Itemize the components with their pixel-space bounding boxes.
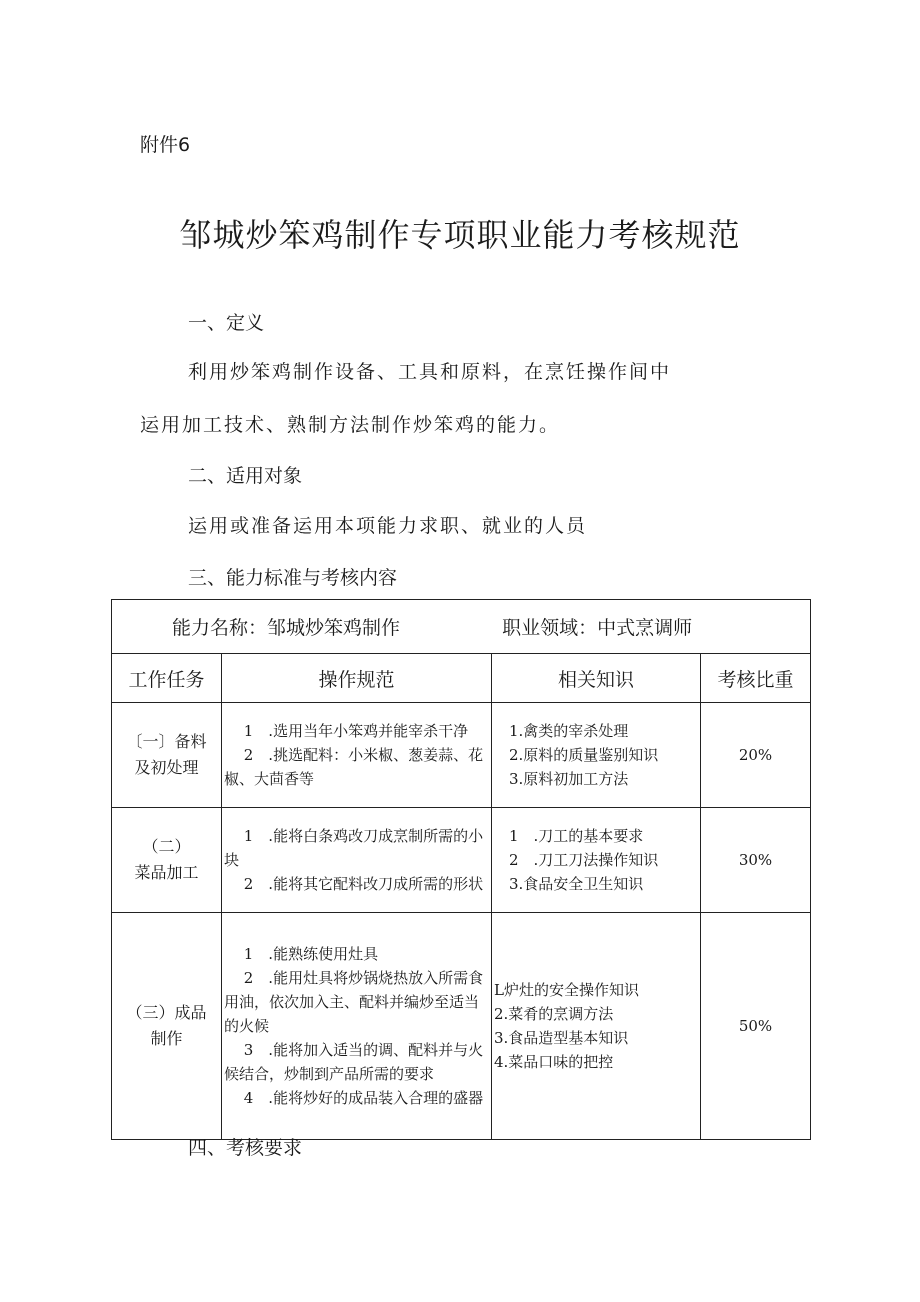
assessment-table	[111, 599, 811, 1140]
knowledge-item: 2.菜肴的烹调方法	[494, 1005, 614, 1023]
weight-cell: 30%	[701, 808, 811, 913]
operation-item: 1 .能将白条鸡改刀成烹制所需的小块	[224, 827, 484, 869]
task-line: 制作	[150, 1029, 183, 1048]
operation-item: 2 .能将其它配料改刀成所需的形状	[224, 875, 484, 893]
operation-item: 4 .能将炒好的成品装入合理的盛器	[224, 1089, 484, 1107]
section-heading-target: 二、适用对象	[188, 465, 303, 487]
operation-cell	[222, 703, 492, 808]
knowledge-item: 2.原料的质量鉴别知识	[494, 746, 659, 764]
knowledge-cell	[492, 808, 701, 913]
knowledge-item: 1.禽类的宰杀处理	[494, 722, 629, 740]
section-heading-standards: 三、能力标准与考核内容	[188, 567, 398, 589]
knowledge-item: 3.食品安全卫生知识	[494, 875, 644, 893]
knowledge-item: 3.原料初加工方法	[494, 770, 629, 788]
operation-item: 3 .能将加入适当的调、配料并与火候结合，炒制到产品所需的要求	[224, 1041, 484, 1083]
task-cell	[112, 913, 222, 1140]
knowledge-cell	[492, 703, 701, 808]
knowledge-item: 4.菜品口味的把控	[494, 1053, 614, 1071]
task-line: 菜品加工	[134, 863, 199, 882]
header-operation: 操作规范	[222, 654, 492, 703]
definition-line-1: 利用炒笨鸡制作设备、工具和原料，在烹饪操作间中	[188, 361, 672, 383]
task-line: （三）成品	[126, 1003, 207, 1022]
operation-item: 1 .能熟练使用灶具	[224, 945, 379, 963]
table-row	[112, 913, 811, 1140]
section-heading-definition: 一、定义	[188, 312, 265, 334]
page-title: 邹城炒笨鸡制作专项职业能力考核规范	[179, 216, 741, 254]
career-field: 职业领域：中式烹调师	[502, 617, 693, 639]
operation-cell	[222, 808, 492, 913]
header-weight: 考核比重	[701, 654, 811, 703]
knowledge-item: 2 .刀工刀法操作知识	[494, 851, 659, 869]
operation-item: 1 .选用当年小笨鸡并能宰杀干净	[224, 722, 469, 740]
weight-cell: 50%	[701, 913, 811, 1140]
ability-name: 能力名称：邹城炒笨鸡制作	[172, 617, 401, 639]
table-caption-cell	[112, 600, 811, 654]
table-header-row	[112, 654, 811, 703]
operation-item: 2 .挑选配料：小米椒、葱姜蒜、花椒、大茴香等	[224, 746, 484, 788]
task-line: 〔一〕备料	[126, 732, 207, 751]
task-line: 及初处理	[134, 758, 199, 777]
knowledge-item: 3.食品造型基本知识	[494, 1029, 629, 1047]
header-task: 工作任务	[112, 654, 222, 703]
knowledge-item: L炉灶的安全操作知识	[494, 981, 639, 999]
knowledge-item: 1 .刀工的基本要求	[494, 827, 644, 845]
task-cell	[112, 703, 222, 808]
table-row	[112, 808, 811, 913]
task-line: （二）	[142, 837, 191, 856]
operation-cell	[222, 913, 492, 1140]
operation-item: 2 .能用灶具将炒锅烧热放入所需食用油，依次加入主、配料并编炒至适当的火候	[224, 969, 484, 1035]
knowledge-cell	[492, 913, 701, 1140]
table-row	[112, 703, 811, 808]
header-knowledge: 相关知识	[492, 654, 701, 703]
table-caption-row	[112, 600, 811, 654]
weight-cell: 20%	[701, 703, 811, 808]
attachment-label: 附件6	[140, 134, 191, 156]
definition-line-2: 运用加工技术、熟制方法制作炒笨鸡的能力。	[140, 414, 561, 436]
task-cell	[112, 808, 222, 913]
target-text: 运用或准备运用本项能力求职、就业的人员	[188, 515, 588, 537]
section-heading-requirements: 四、考核要求	[188, 1137, 303, 1159]
